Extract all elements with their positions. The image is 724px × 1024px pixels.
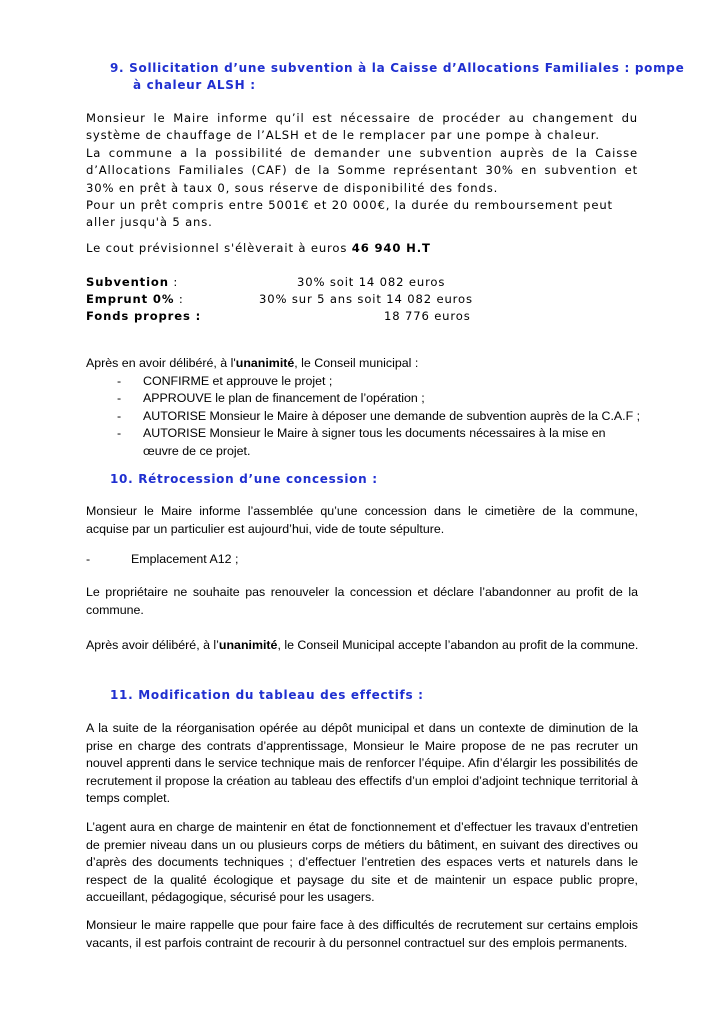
section-10-deliberation: Après avoir délibéré, à l’unanimité, le Conseil Municipal accepte l’abandon au profit de la commune. <box>86 638 639 652</box>
section-9-deliberation: Après en avoir délibéré, à l'unanimité, le Conseil municipal : <box>86 356 419 370</box>
list-item: Emplacement A12 ; <box>131 552 239 566</box>
table-row-value: 30% soit 14 082 euros <box>297 275 446 289</box>
section-10-paragraph-2: Le propriétaire ne souhaite pas renouveler la concession et déclare l’abandonner au profit de la commune. <box>86 585 638 617</box>
list-dash: - <box>117 426 122 440</box>
list-dash: - <box>117 374 122 388</box>
table-row-label: Emprunt 0% : <box>86 292 184 306</box>
section-9-heading-line2: à chaleur ALSH : <box>133 78 256 92</box>
list-dash: - <box>117 409 122 423</box>
table-row-value: 30% sur 5 ans soit 14 082 euros <box>259 292 473 306</box>
list-dash: - <box>117 391 122 405</box>
table-row-value: 18 776 euros <box>384 309 471 323</box>
list-item: AUTORISE Monsieur le Maire à déposer une demande de subvention auprès de la C.A.F ; <box>143 409 641 423</box>
section-9-heading: 9. Sollicitation d’une subvention à la Caisse d’Allocations Familiales : pompe <box>110 61 685 75</box>
section-11-paragraph-1: A la suite de la réorganisation opérée au dépôt municipal et dans un contexte de diminution de la prise en charge des contrats d’apprentissage, Monsieur le Maire propose de ne pas recruter un nouvel apprenti dans le service technique mais de renforcer l’équipe. Afin d’élargir les possibilités de recrutement il propose la création au tableau des effectifs d’un emploi d’adjoint technique territorial à temps complet. <box>86 721 638 806</box>
section-11-heading: 11. Modification du tableau des effectifs : <box>110 688 424 702</box>
cost-value: 46 940 H.T <box>351 241 431 255</box>
section-11-paragraph-3: Monsieur le maire rappelle que pour faire face à des difficultés de recrutement sur certains emplois vacants, il est parfois contraint de recourir à du personnel contractuel sur des emplois permanents. <box>86 918 638 950</box>
cost-prefix: Le cout prévisionnel s'élèverait à euros <box>86 241 352 255</box>
section-9-paragraph-3: Pour un prêt compris entre 5001€ et 20 000€, la durée du remboursement peut aller jusqu'à 5 ans. <box>86 198 613 230</box>
section-11-paragraph-2: L’agent aura en charge de maintenir en état de fonctionnement et d’effectuer les travaux d’entretien de premier niveau dans un ou plusieurs corps de métiers du bâtiment, en suivant des directives ou d’après des documents techniques ; d’effectuer l’entretien des espaces verts et naturels dans le respect de la qualité écologique et paysage du site et de maintenir un espace public propre, accueillant, pédagogique, sécurisé pour les usagers. <box>86 820 638 905</box>
list-item: APPROUVE le plan de financement de l’opération ; <box>143 391 425 405</box>
table-row-label: Subvention : <box>86 275 179 289</box>
section-10-heading: 10. Rétrocession d’une concession : <box>110 472 378 486</box>
section-9-paragraph-2: La commune a la possibilité de demander une subvention auprès de la Caisse d’Allocations Familiales (CAF) de la Somme représentant 30% en subvention et 30% en prêt à taux 0, sous réserve de disponibilité des fonds. <box>86 146 638 195</box>
list-item: AUTORISE Monsieur le Maire à signer tous les documents nécessaires à la mise en œuvre de ce projet. <box>143 426 606 458</box>
cost-line <box>86 241 431 255</box>
list-dash: - <box>86 552 91 566</box>
table-row-label: Fonds propres : <box>86 309 202 323</box>
section-9-paragraph-1: Monsieur le Maire informe qu’il est nécessaire de procéder au changement du système de chauffage de l’ALSH et de le remplacer par une pompe à chaleur. <box>86 111 638 143</box>
section-10-paragraph-1: Monsieur le Maire informe l’assemblée qu’une concession dans le cimetière de la commune, acquise par un particulier est aujourd’hui, vide de toute sépulture. <box>86 504 638 536</box>
list-item: CONFIRME et approuve le projet ; <box>143 374 333 388</box>
